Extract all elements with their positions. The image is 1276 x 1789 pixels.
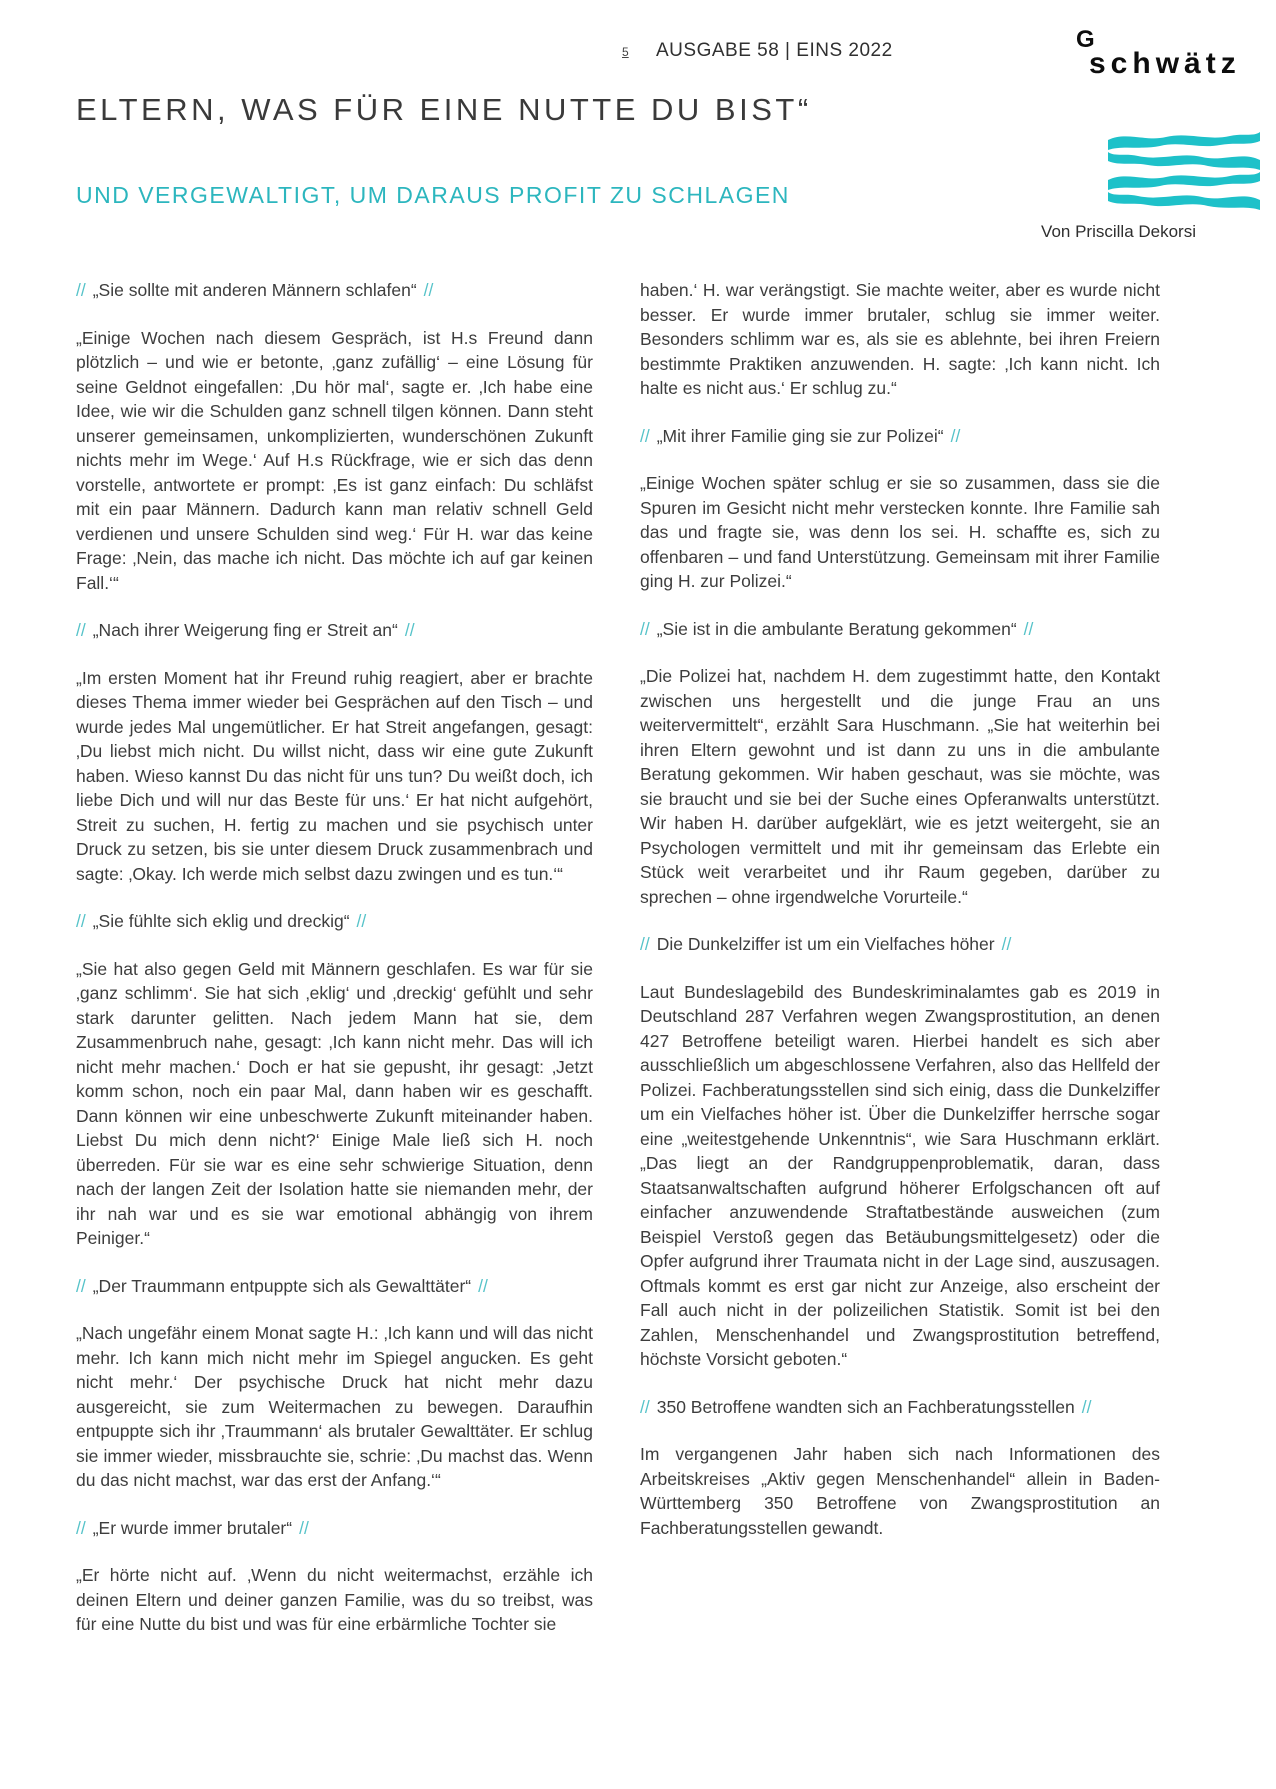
section-heading-text: 350 Betroffene wandten sich an Fachberatungsstellen [656,1396,1075,1417]
section-heading-text: „Sie fühlte sich eklig und dreckig“ [92,911,350,931]
slash-marker: // [423,280,434,300]
slash-marker: // [356,911,367,931]
article-paragraph: „Einige Wochen nach diesem Gespräch, ist H.s Freund dann plötzlich – und wie er betonte, ‚ganz zufällig‘ – eine Lösung für seine Geldnot eingefallen: ‚Du hör mal‘, sagte er. ‚Ich habe eine Idee, wie wir die Schulden ganz schnell tilgen können. Dann steht unserer gemeinsamen, unkomplizierten, wunderschönen Zukunft nichts mehr im Wege.‘ Auf H.s Rückfrage, wie er sich das denn vorstelle, antwortete er prompt: ‚Es ist ganz einfach: Du schläfst mit ein paar Männern. Dadurch kann man relativ schnell Geld verdienen und unsere Schulden sind weg.‘ Für H. war das keine Frage: ‚Nein, das mache ich nicht. Das möchte ich auf gar keinen Fall.‘“ [76,327,593,593]
article-paragraph: „Er hörte nicht auf. ‚Wenn du nicht weitermachst, erzähle ich deinen Eltern und deiner ganzen Familie, was du so treibst, was für eine Nutte du bist und was für eine erbärmliche Tochter sie [76,1565,593,1634]
article-paragraph: Im vergangenen Jahr haben sich nach Informationen des Arbeitskreises „Aktiv gegen Menschenhandel“ allein in Baden-Württemberg 350 Betroffene von Zwangsprostitution an Fachberatungsstellen gewandt. [640,1444,1160,1538]
article-paragraph: „Einige Wochen später schlug er sie so zusammen, dass sie die Spuren im Gesicht nicht mehr verstecken konnte. Ihre Familie sah das und fragte sie, was denn los sei. H. schaffte es, sich zu offenbaren – und fand Unterstützung. Gemeinsam mit ihrer Familie ging H. zur Polizei.“ [640,473,1160,591]
slash-marker: // [76,620,86,640]
slash-marker: // [640,934,650,954]
page-number: 5 [622,45,629,59]
section-heading [640,424,1160,449]
section-heading-text: „Er wurde immer brutaler“ [92,1517,293,1538]
article-subtitle: UND VERGEWALTIGT, UM DARAUS PROFIT ZU SCHLAGEN [76,182,790,208]
slash-marker: // [299,1517,309,1538]
section-heading [640,617,1160,642]
slash-marker: // [1081,1396,1092,1417]
magazine-logo [1074,28,1241,79]
article-column-left [76,278,593,1660]
article-paragraph: haben.‘ H. war verängstigt. Sie machte weiter, aber es wurde nicht besser. Er wurde immer brutaler, schlug sie immer weiter. Besonders schlimm war es, als sie es ablehnte, bei ihren Freiern bestimmte Praktiken anzuwenden. H. sagte: ‚Ich kann nicht. Ich halte es nicht aus.‘ Er schlug zu.“ [640,280,1160,398]
section-heading [640,1395,1160,1420]
section-heading [76,1516,593,1541]
slash-marker: // [404,620,415,640]
wave-logo-icon [1108,128,1260,210]
section-heading [76,278,593,303]
logo-letter-g: G [1076,26,1095,53]
logo-wordmark: schwätz [1089,47,1241,80]
slash-marker: // [640,1396,650,1417]
article-paragraph: „Nach ungefähr einem Monat sagte H.: ‚Ich kann und will das nicht mehr. Ich kann mich nicht mehr im Spiegel angucken. Es geht nicht mehr.‘ Der psychische Druck hat nicht mehr dazu ausgereicht, sie zum Weitermachen zu bewegen. Daraufhin entpuppte sich ihr ‚Traummann‘ als brutaler Gewalttäter. Er schlug sie immer wieder, missbrauchte sie, schrie: ‚Du machst das. Wenn du das nicht machst, war das erst der Anfang.‘“ [76,1323,593,1490]
slash-marker: // [76,280,86,300]
section-heading-text: „Sie sollte mit anderen Männern schlafen“ [92,280,417,300]
article-paragraph: „Sie hat also gegen Geld mit Männern geschlafen. Es war für sie ‚ganz schlimm‘. Sie hat sich ‚eklig‘ und ‚dreckig‘ gefühlt und sehr stark darunter gelitten. Nach jedem Mann hat sie, dem Zusammenbruch nahe, gesagt: ‚Ich kann nicht mehr. Das will ich nicht mehr machen.‘ Doch er hat sie gepusht, ihr gesagt: ‚Jetzt komm schon, noch ein paar Mal, dann haben wir es geschafft. Dann können wir eine unbeschwerte Zukunft miteinander haben. Liebst Du mich denn nicht?‘ Einige Male ließ sich H. noch überreden. Für sie war es eine sehr schwierige Situation, denn nach der langen Zeit der Isolation hatte sie niemanden mehr, der ihr nah war und es sie war emotional abhängig von ihrem Peiniger.“ [76,958,593,1248]
slash-marker: // [76,1517,86,1538]
section-heading-text: „Mit ihrer Familie ging sie zur Polizei“ [656,425,944,446]
section-heading-text: Die Dunkelziffer ist um ein Vielfaches höher [656,934,995,954]
slash-marker: // [1001,934,1012,954]
section-heading [76,618,593,643]
article-paragraph: „Im ersten Moment hat ihr Freund ruhig reagiert, aber er brachte dieses Thema immer wieder bei Gesprächen auf den Tisch – und wurde jedes Mal ungemütlicher. Er hat Streit angefangen, gesagt: ‚Du liebst mich nicht. Du willst nicht, dass wir eine gute Zukunft haben. Wieso kannst Du das nicht für uns tun? Du weißt doch, ich liebe Dich und will nur das Beste für uns.‘ Er hat nicht aufgehört, Streit zu suchen, H. fertig zu machen und sie psychisch unter Druck zu setzen, bis sie unter diesem Druck zusammenbrach und sagte: ‚Okay. Ich werde mich selbst dazu zwingen und es tun.‘“ [76,667,593,884]
section-heading-text: „Sie ist in die ambulante Beratung gekommen“ [656,618,1017,639]
section-heading-text: „Nach ihrer Weigerung fing er Streit an“ [92,620,398,640]
article-column-right [640,278,1160,1563]
slash-marker: // [478,1275,488,1296]
slash-marker: // [640,425,650,446]
article-paragraph: „Die Polizei hat, nachdem H. dem zugestimmt hatte, den Kontakt zwischen uns hergestellt und die junge Frau an uns weitervermittelt“, erzählt Sara Huschmann. „Sie hat weiterhin bei ihren Eltern gewohnt und ist dann zu uns in die ambulante Beratung gekommen. Wir haben geschaut, was sie möchte, was sie braucht und sie bei der Suche eines Opferanwalts unterstützt. Wir haben H. darüber aufgeklärt, wie es jetzt weitergeht, sie an Psychologen vermittelt und mit ihr gemeinsam das Erlebte ein Stück weit verarbeitet und ihr Raum gegeben, darüber zu sprechen – ohne irgendwelche Vorurteile.“ [640,666,1160,907]
byline: Von Priscilla Dekorsi [1041,222,1196,241]
article-title: ELTERN, WAS FÜR EINE NUTTE DU BIST“ [76,92,812,127]
slash-marker: // [950,425,961,446]
slash-marker: // [76,1275,86,1296]
section-heading [76,909,593,934]
slash-marker: // [640,618,650,639]
slash-marker: // [1023,618,1034,639]
section-heading [640,932,1160,957]
slash-marker: // [76,911,86,931]
article-paragraph: Laut Bundeslagebild des Bundeskriminalamtes gab es 2019 in Deutschland 287 Verfahren wegen Zwangsprostitution, an denen 427 Betroffene beteiligt waren. Hierbei handelt es sich aber ausschließlich um abgeschlossene Verfahren, also das Hellfeld der Polizei. Fachberatungsstellen sind sich einig, dass die Dunkelziffer um ein Vielfaches höher ist. Über die Dunkelziffer herrsche sogar eine „weitestgehende Unkenntnis“, wie Sara Huschmann erklärt. „Das liegt an der Randgruppenproblematik, daran, dass Staatsanwaltschaften aufgrund höherer Erfolgschancen oft auf einfacher anzuwendende Straftatbestände ausweichen (zum Beispiel Verstoß gegen das Betäubungsmittelgesetz) oder die Opfer aufgrund ihrer Traumata nicht in der Lage sind, auszusagen. Oftmals kommt es erst gar nicht zur Anzeige, also erscheint der Fall auch nicht in der polizeilichen Statistik. Somit ist bei den Zahlen, Menschenhandel und Zwangsprostitution betreffend, höchste Vorsicht geboten.“ [640,981,1160,1369]
issue-label: AUSGABE 58 | EINS 2022 [656,40,893,61]
section-heading-text: „Der Traummann entpuppte sich als Gewalttäter“ [92,1275,472,1296]
section-heading [76,1274,593,1299]
